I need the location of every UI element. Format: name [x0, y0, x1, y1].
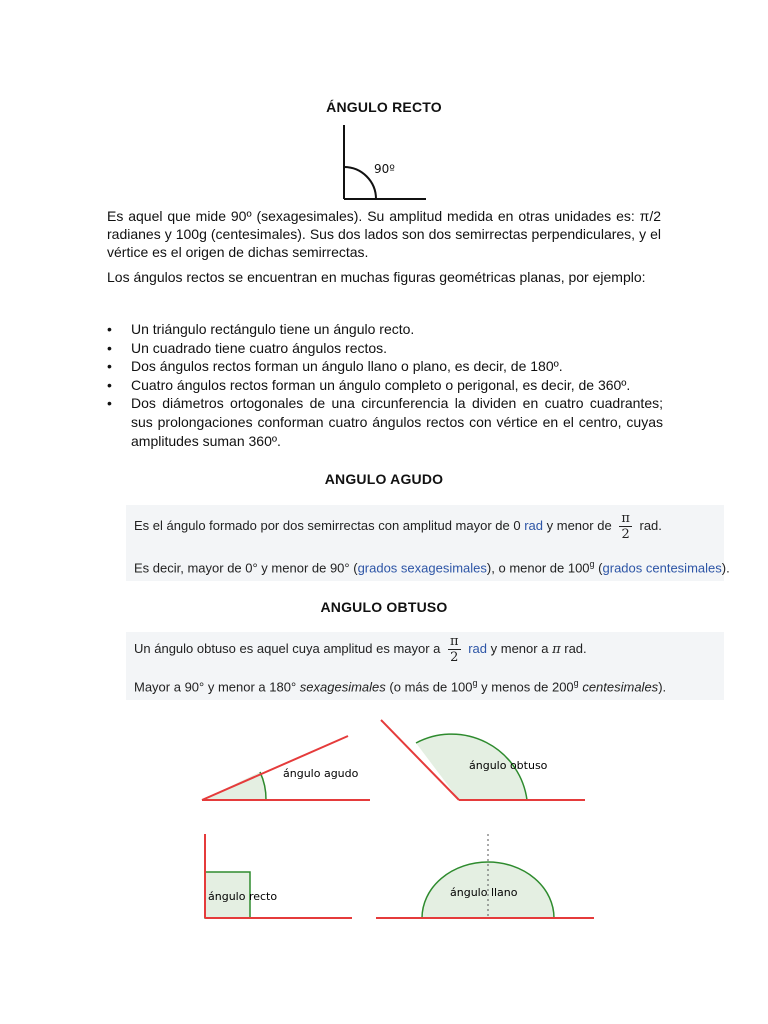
- obtuso-definition-box: [126, 632, 724, 700]
- agudo-line-2: [134, 559, 730, 575]
- agudo-definition-box: [126, 505, 730, 581]
- figure-angulo-recto: [200, 832, 360, 924]
- obtuso-line-2-suffix: ).: [658, 679, 667, 695]
- list-item: • Un triángulo rectángulo tiene un ángulo recto.: [107, 320, 663, 339]
- pi-over-2-fraction: [619, 511, 632, 542]
- obtuso-line-1-suffix: rad.: [564, 640, 587, 656]
- label-angulo-agudo: ángulo agudo: [283, 767, 359, 780]
- obtuso-line-2-mid2: y menos de 200: [481, 679, 574, 695]
- recto-paragraph-1: Es aquel que mide 90º (sexagesimales). Su amplitud medida en otras unidades es: π/2 radianes y 100g (centesimales). Sus dos lados son dos semirrectas perpendiculares, y el vértice es el origen de dichas semirrectas.: [107, 208, 661, 260]
- agudo-line-1-suffix: rad.: [639, 517, 662, 533]
- superscript-g: g: [573, 678, 579, 688]
- grados-centesimales-link[interactable]: grados centesimales: [602, 560, 722, 576]
- obtuso-line-1-text: Un ángulo obtuso es aquel cuya amplitud es mayor a: [134, 640, 441, 656]
- superscript-g: g: [472, 678, 478, 688]
- agudo-line-2-text: Es decir, mayor de 0° y menor de 90° (: [134, 560, 358, 576]
- section-title-agudo: ANGULO AGUDO: [324, 471, 444, 487]
- agudo-line-1: [134, 511, 662, 542]
- fraction-numerator: π: [621, 511, 630, 526]
- label-angulo-recto: ángulo recto: [208, 890, 278, 903]
- right-angle-diagram: [330, 122, 430, 202]
- sexagesimales-italic: sexagesimales: [299, 679, 386, 695]
- obtuso-line-2: [134, 678, 666, 694]
- list-item: • Cuatro ángulos rectos forman un ángulo completo o perigonal, es decir, de 360º.: [107, 376, 663, 395]
- grados-sexagesimales-link[interactable]: grados sexagesimales: [357, 560, 487, 576]
- fraction-numerator: π: [450, 634, 459, 649]
- section-title-obtuso: ANGULO OBTUSO: [320, 599, 448, 615]
- superscript-g: g: [589, 559, 595, 569]
- label-angulo-llano: ángulo llano: [450, 886, 518, 899]
- obtuso-line-1-mid: y menor a: [490, 640, 549, 656]
- rad-link[interactable]: rad: [468, 640, 488, 656]
- list-item: • Dos diámetros ortogonales de una circunferencia la dividen en cuatro cuadrantes; sus prolongaciones conforman cuatro ángulos rectos con vértice en el centro, cuyas amplitudes suman 360º.: [107, 394, 663, 450]
- recto-examples-list: [107, 320, 663, 450]
- label-angulo-obtuso: ángulo obtuso: [469, 759, 548, 772]
- obtuso-line-2-text: Mayor a 90° y menor a 180°: [134, 679, 297, 695]
- obtuso-line-2-mid: (o más de 100: [389, 679, 473, 695]
- agudo-line-2-open: (: [594, 560, 603, 576]
- pi-over-2-fraction: [448, 634, 461, 665]
- agudo-line-2-mid: ), o menor de 100: [486, 560, 590, 576]
- section-title-recto: ÁNGULO RECTO: [326, 99, 442, 115]
- agudo-line-1-text: Es el ángulo formado por dos semirrectas con amplitud mayor de 0: [134, 517, 521, 533]
- rad-link[interactable]: rad: [524, 517, 544, 533]
- list-item: • Dos ángulos rectos forman un ángulo llano o plano, es decir, de 180º.: [107, 357, 663, 376]
- figure-angulo-agudo: [196, 716, 376, 806]
- recto-paragraph-2: Los ángulos rectos se encuentran en muchas figuras geométricas planas, por ejemplo:: [107, 269, 646, 285]
- fraction-denominator: 2: [621, 527, 630, 542]
- agudo-line-2-suffix: ).: [721, 560, 730, 576]
- fraction-denominator: 2: [450, 650, 459, 665]
- angle-label-90: 90º: [374, 162, 395, 176]
- agudo-line-1-mid: y menor de: [546, 517, 612, 533]
- obtuso-line-1: [134, 634, 587, 665]
- figure-angulo-obtuso: [375, 714, 595, 806]
- pi-symbol: π: [552, 641, 561, 657]
- list-item: • Un cuadrado tiene cuatro ángulos rectos.: [107, 339, 663, 358]
- centesimales-italic: centesimales: [582, 679, 659, 695]
- figure-angulo-llano: [372, 832, 598, 924]
